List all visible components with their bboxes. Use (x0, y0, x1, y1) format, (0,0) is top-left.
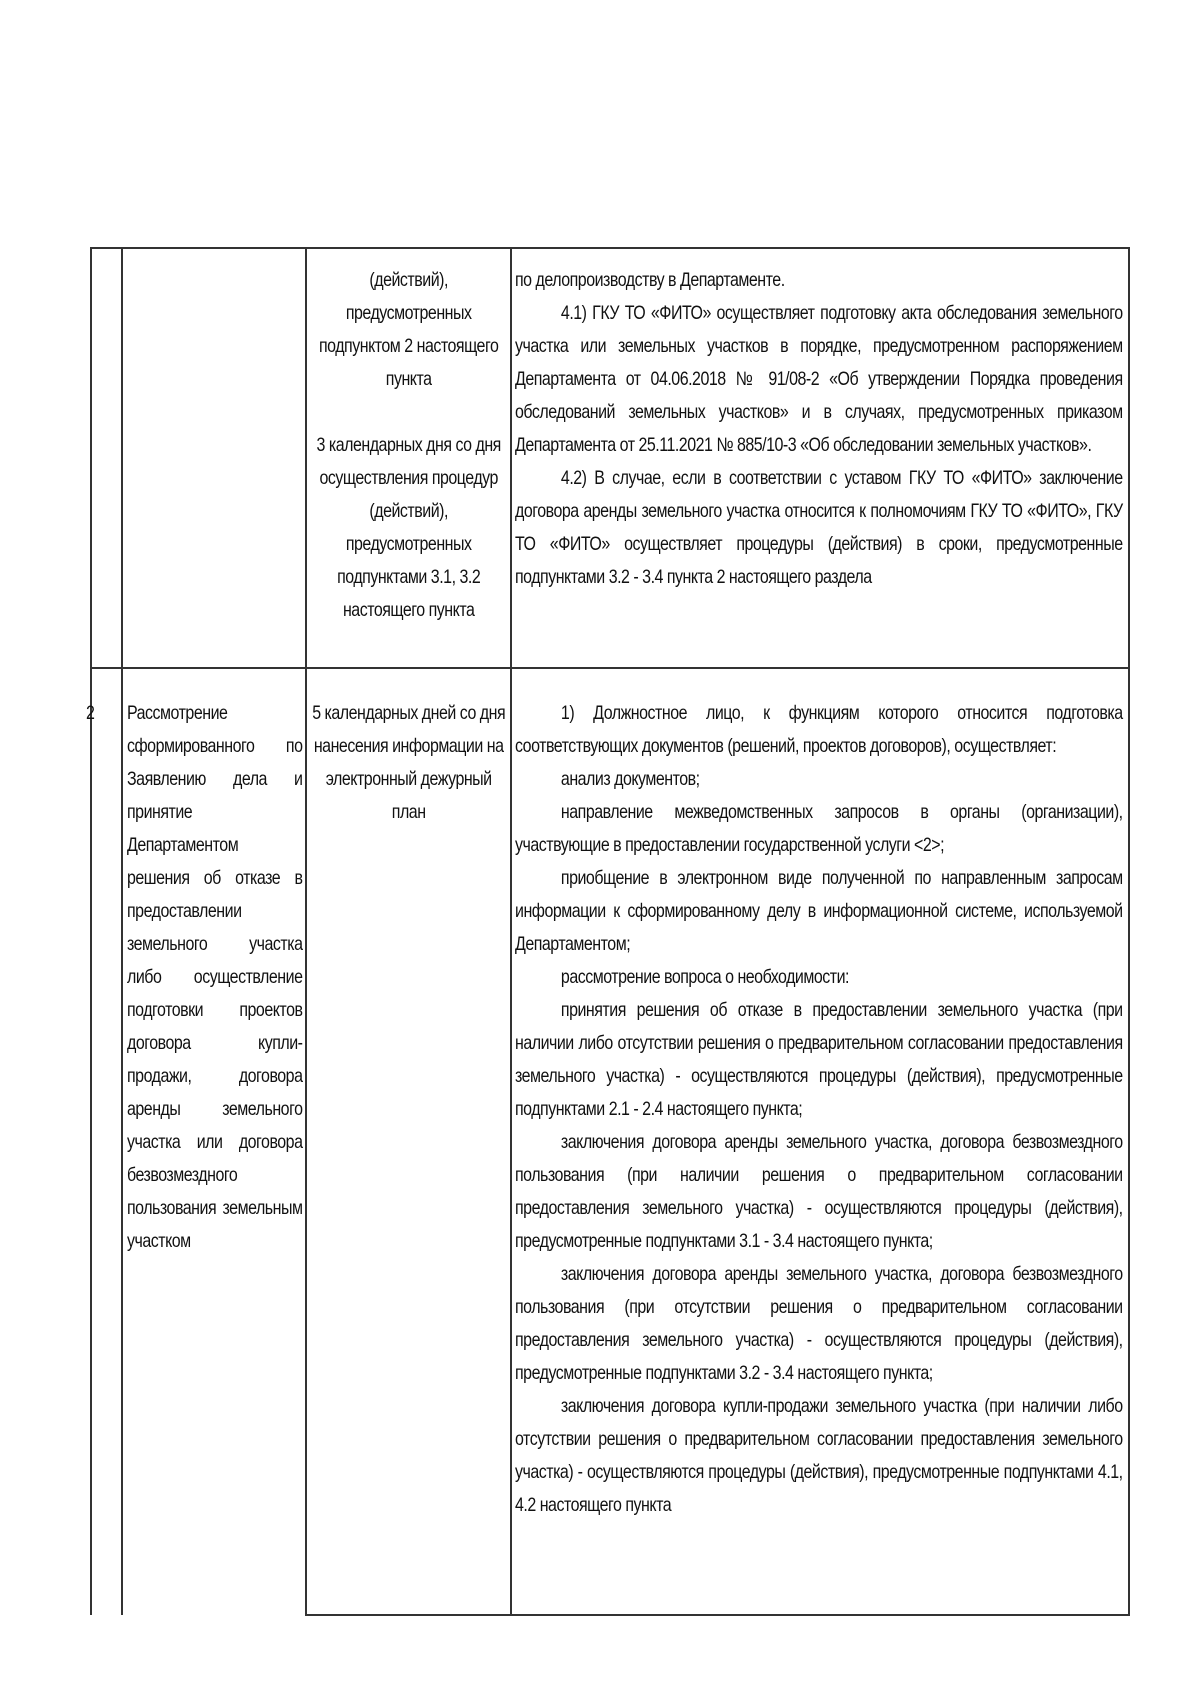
row1-term-cell (307, 264, 510, 627)
content-paragraph: анализ документов; (560, 768, 700, 790)
content-paragraph: принятия решения об отказе в предоставлении земельного участка (при наличии либо отсутствии решения о предварительном согласовании предоставления земельного участка) - осуществляются процедуры (действия), предусмотренные подпунктами 2.1 - 2.4 настоящего пункта; (515, 999, 1123, 1120)
term-line: осуществления процедур (319, 467, 498, 489)
row2-term-cell (307, 697, 510, 829)
term-line: 3 календарных дня со дня (316, 434, 501, 456)
content-paragraph: 1) Должностное лицо, к функциям которого относится подготовка соответствующих документов (решений, проектов договоров), осуществляет: (515, 702, 1123, 757)
term-line: (действий), (369, 269, 448, 291)
content-paragraph: 4.1) ГКУ ТО «ФИТО» осуществляет подготовку акта обследования земельного участка или земельных участков в порядке, предусмотренном распоряжением Департамента от 04.06.2018 № 91/08-2 «Об утверждении Порядка проведения обследований земельных участков» и в случаях, предусмотренных приказом Департамента от 25.11.2021 № 885/10-3 «Об обследовании земельных участков». (515, 302, 1123, 456)
row2-content-text (515, 697, 1123, 1522)
content-paragraph: приобщение в электронном виде полученной по направленным запросам информации к сформированному делу в информационной системе, используемой Департаментом; (515, 867, 1123, 955)
term-line: настоящего пункта (342, 599, 475, 621)
row1-content-text (515, 264, 1123, 594)
table-left-border (90, 247, 92, 1615)
row-separator (90, 667, 1130, 669)
term-line: подпунктом 2 настоящего (319, 335, 499, 357)
row1-term-text (307, 264, 510, 627)
term-line: предусмотренных (345, 302, 472, 324)
row2-stage-name: Рассмотрение сформированного по Заявлению дела и принятие Департаментом решения об отказе в предоставлении земельного участка либо осуществление подготовки проектов договора купли-продажи, договора аренды земельного участка или договора безвозмездного пользования земельным участком (127, 702, 303, 1252)
term-line: (действий), (369, 500, 448, 522)
content-paragraph: 4.2) В случае, если в соответствии с уставом ГКУ ТО «ФИТО» заключение договора аренды земельного участка относится к полномочиям ГКУ ТО «ФИТО», ГКУ ТО «ФИТО» осуществляет процедуры (действия) в сроки, предусмотренные подпунктами 3.2 - 3.4 пункта 2 настоящего раздела (515, 467, 1123, 588)
content-paragraph: заключения договора аренды земельного участка, договора безвозмездного пользования (при отсутствии решения о предварительном согласовании предоставления земельного участка) - осуществляются процедуры (действия), предусмотренные подпунктами 3.2 - 3.4 настоящего пункта; (515, 1263, 1123, 1384)
row1-content-cell (515, 264, 1124, 594)
table-top-border (90, 247, 1130, 249)
content-paragraph: по делопроизводству в Департаменте. (515, 269, 785, 291)
row2-term-text: 5 календарных дней со дня нанесения информации на электронный дежурный план (312, 702, 506, 823)
table-right-border (1128, 247, 1130, 1615)
content-paragraph: заключения договора купли-продажи земельного участка (при наличии либо отсутствии решения о предварительном согласовании предоставления земельного участка) - осуществляются процедуры (действия), предусмотренные подпунктами 4.1, 4.2 настоящего пункта (515, 1395, 1123, 1516)
row2-number-cell (86, 697, 120, 730)
term-line: предусмотренных (345, 533, 472, 555)
row2-content-cell (515, 697, 1124, 1522)
term-line: подпунктами 3.1, 3.2 (337, 566, 481, 588)
column-divider-1 (121, 247, 123, 1615)
row2-name-cell (127, 697, 303, 1258)
content-paragraph: направление межведомственных запросов в органы (организации), участвующие в предоставлении государственной услуги <2>; (515, 801, 1123, 856)
content-paragraph: заключения договора аренды земельного участка, договора безвозмездного пользования (при наличии решения о предварительном согласовании предоставления земельного участка) - осуществляются процедуры (действия), предусмотренные подпунктами 3.1 - 3.4 настоящего пункта; (515, 1131, 1123, 1252)
row2-bottom-border-term (305, 1614, 1130, 1616)
term-line: пункта (385, 368, 432, 390)
row-number: 2 (86, 702, 95, 724)
content-paragraph: рассмотрение вопроса о необходимости: (560, 966, 849, 988)
